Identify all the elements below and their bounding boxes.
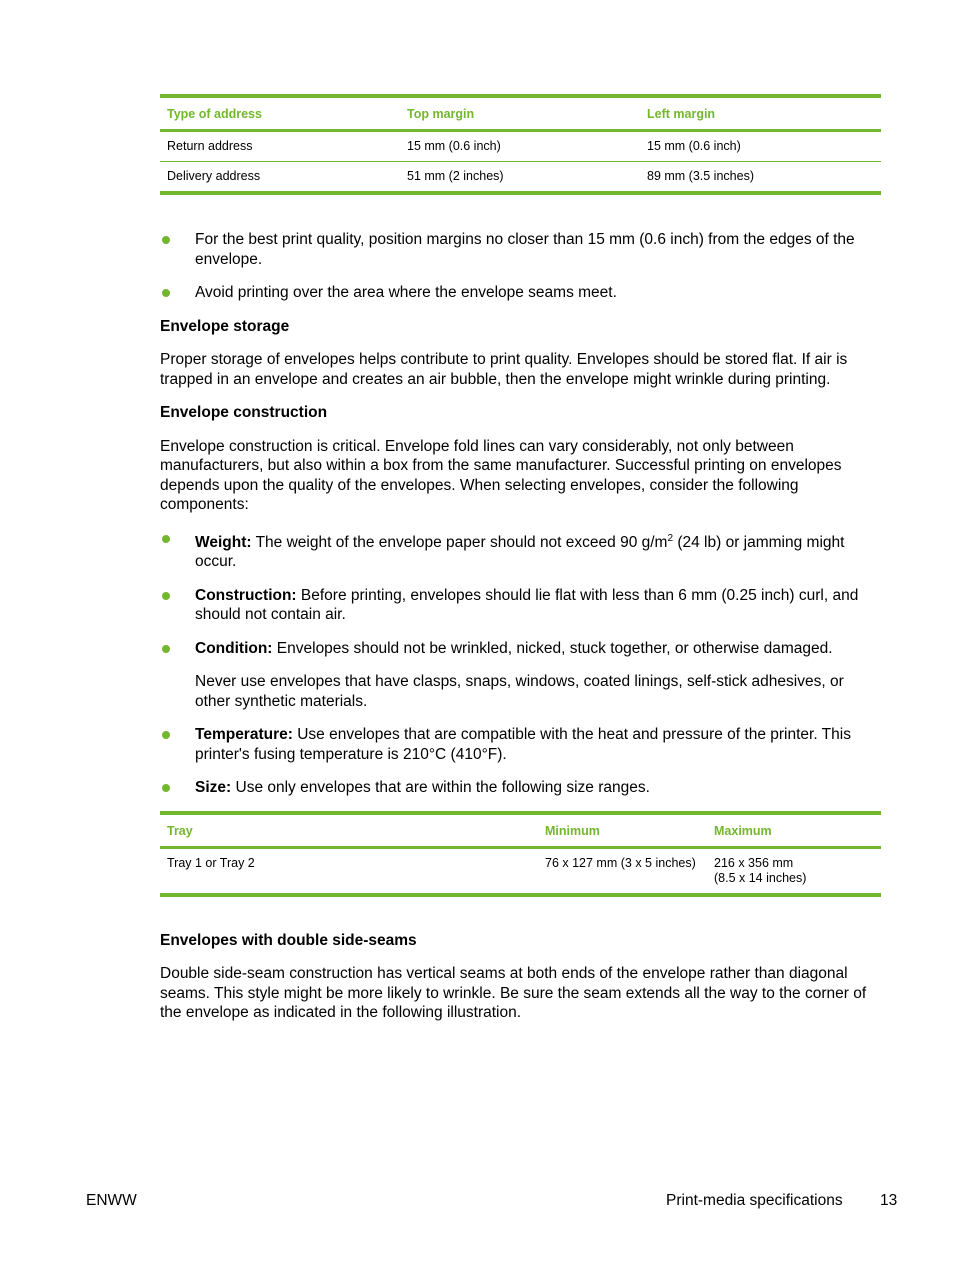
- footer-left: ENWW: [86, 1192, 137, 1209]
- table-header: Top margin: [400, 96, 640, 131]
- bullet-icon: [162, 592, 170, 600]
- list-item: Avoid printing over the area where the envelope seams meet.: [160, 283, 881, 303]
- footer-section: Print-media specifications: [666, 1192, 843, 1209]
- address-margin-table: [160, 94, 881, 195]
- envelope-size-table: [160, 811, 881, 897]
- table-cell: 216 x 356 mm (8.5 x 14 inches): [707, 847, 881, 895]
- table-header: Maximum: [707, 813, 881, 848]
- double-side-seams-text: Double side-seam construction has vertical seams at both ends of the envelope rather than diagonal seams. This style might be more likely to wrinkle. Be sure the seam extends all the way to the corner of the envelope as indicated in the following illustration.: [160, 965, 867, 1022]
- bullet-icon: [162, 645, 170, 653]
- table-header: Left margin: [640, 96, 881, 131]
- table-cell: 89 mm (3.5 inches): [640, 162, 881, 194]
- page-number: 13: [880, 1192, 898, 1209]
- table-row: [160, 847, 881, 895]
- page-content: [160, 94, 881, 1023]
- envelope-construction-text: Envelope construction is critical. Envelope fold lines can vary considerably, not only between manufacturers, but also within a box from the same manufacturer. Successful printing on envelopes depends upon the quality of the envelopes. When selecting envelopes, consider the following components:: [160, 437, 842, 513]
- list-item: Temperature: Use envelopes that are compatible with the heat and pressure of the printer. This printer's fusing temperature is 210°C (410°F).: [160, 725, 881, 764]
- list-item: Size: Use only envelopes that are within the following size ranges.: [160, 778, 881, 798]
- table-row: [160, 162, 881, 194]
- list-item: Condition: Envelopes should not be wrinkled, nicked, stuck together, or otherwise damaged. Never use envelopes that have clasps, snaps, windows, coated linings, self-stick adhesives, or other synthetic materials.: [160, 639, 881, 712]
- table-cell: Tray 1 or Tray 2: [160, 847, 538, 895]
- list-item: Construction: Before printing, envelopes should lie flat with less than 6 mm (0.25 inch) curl, and should not contain air.: [160, 586, 881, 625]
- never-use-note: Never use envelopes that have clasps, snaps, windows, coated linings, self-stick adhesives, or other synthetic materials.: [195, 673, 844, 710]
- print-quality-bullets: [160, 230, 881, 303]
- table-header: Minimum: [538, 813, 707, 848]
- table-row: [160, 131, 881, 162]
- envelope-storage-text: Proper storage of envelopes helps contribute to print quality. Envelopes should be stored flat. If air is trapped in an envelope and creates an air bubble, then the envelope might wrinkle during printing.: [160, 351, 848, 388]
- envelope-construction-heading: Envelope construction: [160, 404, 328, 421]
- bullet-icon: [162, 731, 170, 739]
- table-cell: 51 mm (2 inches): [400, 162, 640, 194]
- bullet-icon: [162, 289, 170, 297]
- bullet-icon: [162, 535, 170, 543]
- construction-bullets: [160, 529, 881, 798]
- table-cell: 15 mm (0.6 inch): [640, 131, 881, 162]
- table-header: Tray: [160, 813, 538, 848]
- list-item: For the best print quality, position margins no closer than 15 mm (0.6 inch) from the edges of the envelope.: [160, 230, 881, 269]
- bullet-icon: [162, 236, 170, 244]
- table-cell: Delivery address: [160, 162, 400, 194]
- table-header: Type of address: [160, 96, 400, 131]
- list-item: Weight: The weight of the envelope paper should not exceed 90 $g/m^2$ (24 lb) or jamming might occur.: [160, 529, 881, 572]
- bullet-icon: [162, 784, 170, 792]
- table-cell: 76 x 127 mm (3 x 5 inches): [538, 847, 707, 895]
- table-cell: Return address: [160, 131, 400, 162]
- table-cell: 15 mm (0.6 inch): [400, 131, 640, 162]
- envelope-storage-heading: Envelope storage: [160, 317, 290, 335]
- double-side-seams-heading: Envelopes with double side-seams: [160, 931, 417, 949]
